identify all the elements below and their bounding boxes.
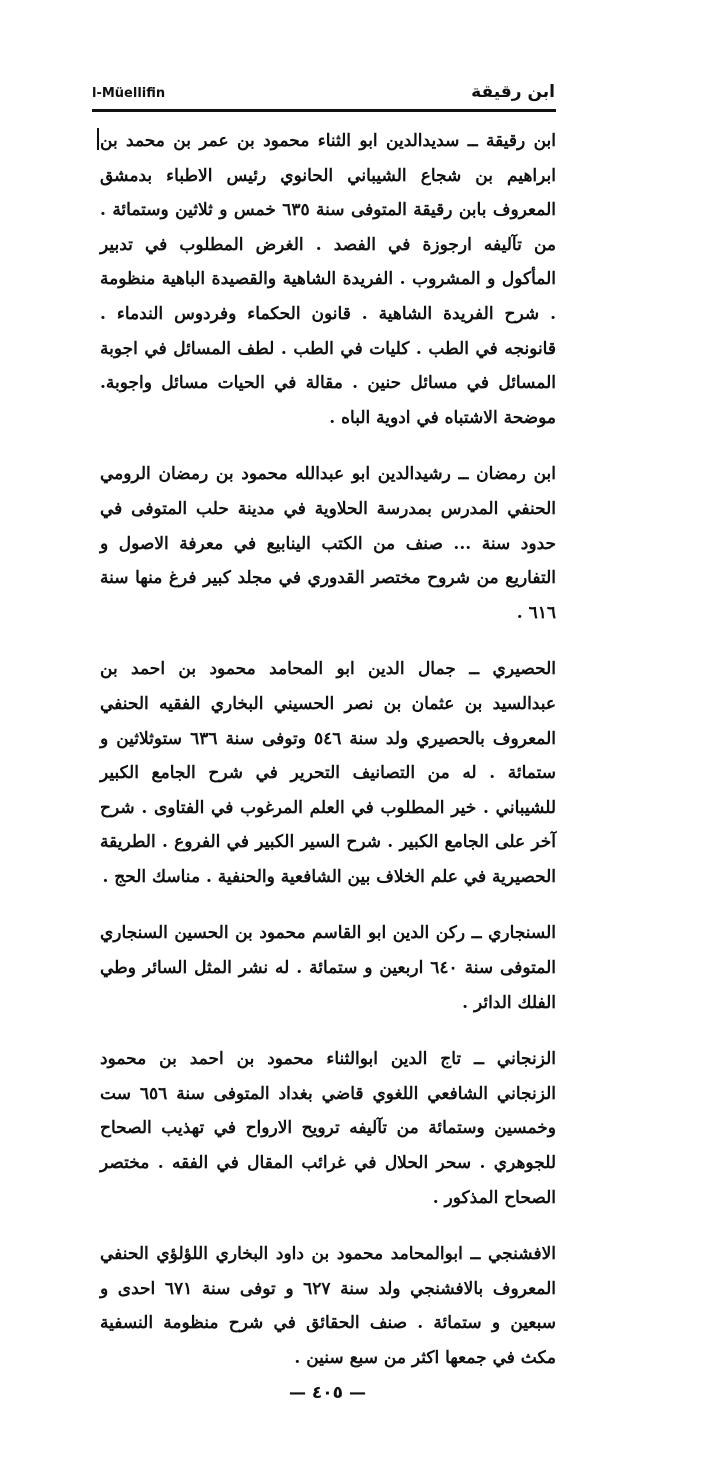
entry-ibn-ramadan: ابن رمضان ــ رشيدالدين ابو عبدالله محمود بن رمضان الرومي الحنفي المدرس بمدرسة الحلاوية في مدينة حلب المتوفى في حدود سنة ... صنف من الكتب الينابيع في معرفة الاصول و التفاريع من شروح مختصر القدوري في مجلد كبير فرغ منها سنة ٦١٦ .: [100, 464, 556, 623]
page-number: — ٤٠٥ —: [289, 1383, 366, 1403]
entry-ibn-raqiqa: ابن رقيقة ــ سديدالدين ابو الثناء محمود بن عمر بن محمد بن ابراهيم بن شجاع الشيباني الحانوي رئيس الاطباء بدمشق المعروف بابن رقيقة المتوفى سنة ٦٣٥ خمس و ثلاثين وستمائة . من تآليفه ارجوزة في الفصد . الغرض المطلوب في تدبير المأكول و المشروب . الفريدة الشاهية والقصيدة الباهية منظومة . شرح الفريدة الشاهية . قانون الحكماء وفردوس الندماء . قانونجه في الطب . كليات في الطب . لطف المسائل في اجوبة المسائل في مسائل حنين . مقالة في الحيات مسائل واجوبة. موضحة الاشتباه في ادوية الباه .: [100, 131, 556, 428]
running-head-right: ابن رقيقة: [471, 82, 555, 102]
entry-al-afshanji: الافشنجي ــ ابوالمحامد محمود بن داود البخاري اللؤلؤي الحنفي المعروف بالافشنجي ولد سنة ٦٢٧ و توفى سنة ٦٧١ احدى و سبعين و ستمائة . صنف الحقائق في شرح منظومة النسفية مكث في جمعها اكثر من سبع سنين .: [100, 1244, 556, 1368]
entry-al-sinjari: السنجاري ــ ركن الدين ابو القاسم محمود بن الحسين السنجاري المتوفى سنة ٦٤٠ اربعين و ستمائة . له نشر المثل السائر وطي الفلك الدائر .: [100, 923, 557, 1013]
entry-al-zanjani: الزنجاني ــ تاج الدين ابوالثناء محمود بن احمد بن محمود الزنجاني الشافعي اللغوي قاضي بغداد المتوفى سنة ٦٥٦ ست وخمسين وستمائة من تآليفه ترويح الارواح في تهذيب الصحاح للجوهري . سحر الحلال في غرائب المقال في الفقه . مختصر الصحاح المذكور .: [100, 1049, 556, 1208]
header-rule: [92, 109, 556, 112]
running-head: [92, 82, 555, 106]
biography-entries: [100, 124, 556, 1398]
running-head-left: l-Müellifin: [92, 86, 166, 101]
entry-al-hasiri: الحصيري ــ جمال الدين ابو المحامد محمود بن احمد بن عبدالسيد بن عثمان بن نصر الحسيني البخاري الفقيه الحنفي المعروف بالحصيري ولد سنة ٥٤٦ وتوفى سنة ٦٣٦ ستوثلاثين و ستمائة . له من التصانيف التحرير في شرح الجامع الكبير للشيباني . خير المطلوب في العلم المرغوب في الفتاوى . شرح آخر على الجامع الكبير . شرح السير الكبير في الفروع . الطريقة الحصيرية في علم الخلاف بين الشافعية والحنفية . مناسك الحج .: [100, 659, 556, 887]
margin-bar: [97, 128, 99, 150]
